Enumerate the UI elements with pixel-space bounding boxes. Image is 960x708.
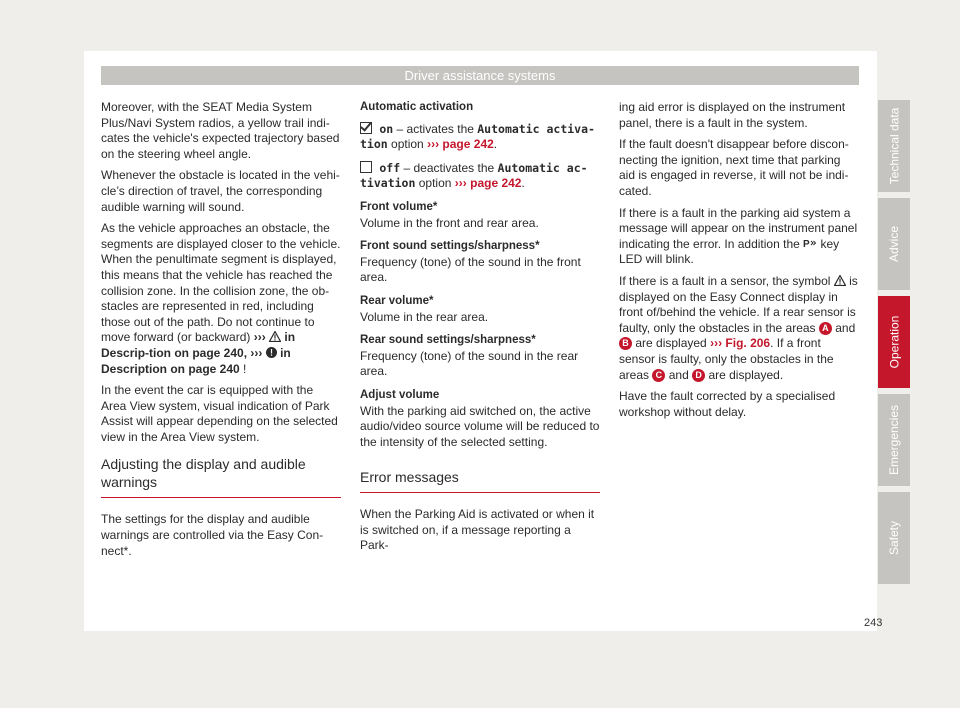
option-text: – deactivates the — [400, 160, 498, 175]
paragraph: Whenever the obstacle is located in the vehi-cle’s direction of travel, the corresponding audible warning will sound. — [101, 168, 340, 214]
paragraph-text: are displayed — [635, 336, 707, 351]
setting-heading: Adjust volume — [360, 388, 440, 401]
paragraph-text: is displayed on the Easy Connect display in front of/behind the vehicle. If a rear sensor is faulty, only the obstacles in the areas — [619, 273, 858, 335]
setting-text: With the parking aid switched on, the active audio/video source volume will be reduced to the intensity of the selected setting. — [360, 403, 600, 449]
tab-label: Safety — [887, 520, 901, 556]
paragraph — [619, 206, 859, 268]
paragraph: Have the fault corrected by a specialised workshop without delay. — [619, 389, 836, 419]
setting-text: Volume in the front and rear area. — [360, 215, 539, 230]
setting-text: Frequency (tone) of the sound in the front area. — [360, 254, 581, 285]
option-name: Automatic activa-tion — [360, 121, 595, 152]
option-name: Automatic ac-tivation — [360, 160, 588, 191]
description-link-1[interactable]: in Descrip-tion on page 240, — [101, 330, 296, 360]
arrow-ref-icon: ››› — [710, 336, 723, 351]
area-label-a: A — [819, 322, 832, 335]
paragraph-text: and — [835, 320, 856, 335]
paragraph: Moreover, with the SEAT Media System Plus/Navi System radios, a yellow trail indi-cates the vehicle's expected trajectory based on the steering wheel angle. — [101, 100, 340, 161]
warning-icon — [269, 331, 281, 342]
paragraph-text: key LED will blink. — [619, 236, 840, 267]
tab-technical-data[interactable] — [878, 100, 910, 192]
paragraph: If the fault doesn't disappear before discon-necting the ignition, next time that parking aid is engaged in reverse, it will not be indi-cated. — [619, 137, 849, 198]
arrow-ref-icon: ››› — [250, 345, 263, 360]
page-link[interactable]: page 242 — [470, 176, 522, 191]
paragraph: The settings for the display and audible warnings are controlled via the Easy Con-nect*. — [101, 512, 324, 558]
column-1 — [101, 100, 341, 565]
tab-safety[interactable] — [878, 492, 910, 584]
setting-heading: Front volume* — [360, 200, 438, 213]
arrow-ref-icon: ››› — [427, 137, 440, 152]
info-circle-icon — [266, 347, 277, 358]
paragraph: ing aid error is displayed on the instrument panel, there is a fault in the system. — [619, 100, 846, 130]
section-title: Adjusting the display and audible warnings — [101, 455, 341, 498]
svg-text:P: P — [803, 238, 810, 249]
paragraph: In the event the car is equipped with the Area View system, visual indication of Park Assist will appear depending on the selected view in the Area View system. — [101, 383, 338, 444]
page-header: Driver assistance systems — [101, 66, 859, 85]
paragraph: When the Parking Aid is activated or when it is switched on, if a message reporting a Park- — [360, 507, 595, 553]
area-label-b: B — [619, 337, 632, 350]
option-on: on – activates the Automatic activa-tion option ››› page 242. — [360, 121, 595, 152]
paragraph-text: If there is a fault in a sensor, the symbol — [619, 273, 831, 288]
figure-link[interactable]: Fig. 206 — [725, 336, 771, 351]
paragraph-text: As the vehicle approaches an obstacle, the segments are displayed closer to the vehicle. When the penultimate segment is displayed, this means that the vehicle has reached the collision zone. In the collision zone, the ob-stacles are represented in red, including those out of the path. Do not continue to move forward (or backward) — [101, 221, 341, 345]
option-text: – activates the — [393, 121, 478, 136]
area-label-d: D — [692, 369, 705, 382]
setting-heading: Front sound settings/sharpness* — [360, 240, 540, 253]
option-off: off – deactivates the Automatic ac-tivation option ››› page 242. — [360, 160, 588, 191]
option-code: off — [379, 160, 401, 175]
page-number: 243 — [864, 617, 883, 629]
option-text: option — [387, 137, 424, 152]
paragraph-text: and — [668, 367, 689, 382]
arrow-ref-icon: ››› — [253, 330, 266, 345]
tab-advice[interactable] — [878, 198, 910, 290]
checkbox-checked-icon — [360, 122, 372, 134]
tab-label: Advice — [887, 225, 901, 263]
page-link[interactable]: page 242 — [442, 137, 494, 152]
paragraph — [619, 274, 859, 383]
section-title: Error messages — [360, 468, 600, 493]
arrow-ref-icon: ››› — [454, 176, 467, 191]
description-link-2[interactable]: in Description on page 240 — [101, 345, 291, 376]
column-2 — [360, 100, 600, 560]
park-assist-key-icon — [803, 238, 817, 249]
option-text: option — [415, 176, 452, 191]
column-3 — [619, 100, 859, 426]
paragraph — [101, 221, 341, 377]
paragraph-text: ! — [243, 361, 247, 376]
tab-label: Operation — [887, 315, 902, 369]
tab-label: Emergencies — [887, 404, 901, 476]
setting-text: Volume in the rear area. — [360, 309, 489, 324]
area-label-c: C — [652, 369, 665, 382]
setting-text: Frequency (tone) of the sound in the rear area. — [360, 348, 579, 379]
tab-emergencies[interactable] — [878, 394, 910, 486]
warning-icon — [834, 275, 846, 286]
paragraph-text: If there is a fault in the parking aid system a message will appear on the instrument panel indicating the error. In addition the — [619, 205, 858, 251]
checkbox-empty-icon — [360, 161, 372, 173]
setting-heading: Rear volume* — [360, 294, 434, 307]
option-code: on — [379, 121, 394, 136]
paragraph-text: . If a front sensor is faulty, only the obstacles in the areas — [619, 336, 834, 382]
setting-heading: Rear sound settings/sharpness* — [360, 334, 536, 347]
setting-heading: Automatic activation — [360, 101, 474, 113]
paragraph-text: are displayed. — [708, 367, 784, 382]
tab-operation[interactable] — [878, 296, 910, 388]
tab-label: Technical data — [887, 107, 901, 185]
